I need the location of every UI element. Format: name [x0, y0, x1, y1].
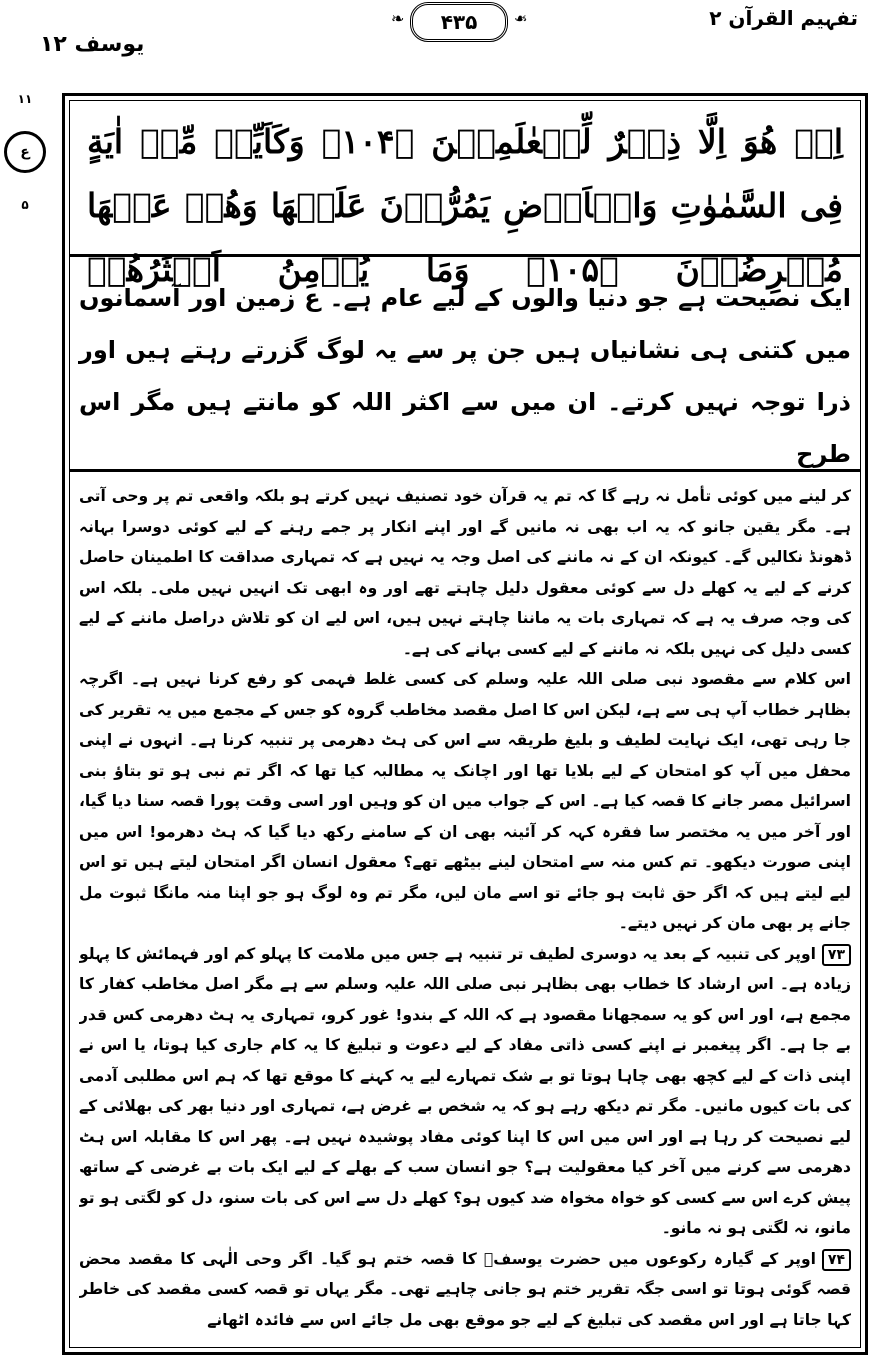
arabic-verse-text: اِنۡ هُوَ اِلَّا ذِكۡرٌ لِّلۡعٰلَمِيۡنَ ﴿۱۰۴﴾ وَكَاَيِّنۡ مِّنۡ اٰيَةٍ فِى السَّمٰوٰتِ وَالۡاَرۡضِ يَمُرُّوۡنَ عَلَيۡهَا وَهُمۡ عَنۡهَا مُعۡرِضُوۡنَ ﴿۱۰۵﴾ وَمَا يُؤۡمِنُ اَكۡثَرُهُمۡ	[87, 122, 843, 289]
surah-label: یوسف ۱۲	[40, 32, 145, 57]
commentary-note	[79, 939, 851, 1244]
commentary-note	[79, 481, 851, 664]
note-text: اس کلام سے مقصود نبی صلی اللہ علیہ وسلم کی کسی غلط فہمی کو رفع کرنا نہیں ہے۔ اگرچہ بظاہر خطاب آپ ہی سے ہے، لیکن اس کا اصل مقصد مخاطب گروہ کو جس کے مجمع میں یہ تقریر کی جا رہی تھی، ایک نہایت لطیف و بلیغ طریقہ سے اس کی ہٹ دھرمی پر تنبیہ کرنا ہے۔ انہوں نے اپنی محفل میں آپ کو امتحان کے لیے بلایا تھا اور اچانک یہ مطالبہ کیا تھا کہ اگر تم نبی ہو تو بتاؤ بنی اسرائیل مصر جانے کا قصہ کیا ہے۔ اس کے جواب میں ان کو وہیں اور اسی وقت پورا قصہ سنا دیا گیا، اور آخر میں یہ مختصر سا فقرہ کہہ کر آئینہ بھی ان کے سامنے رکھ دیا گیا کہ ہٹ دھرمو! اس میں اپنی صورت دیکھو۔ تم کس منہ سے امتحان لینے بیٹھے تھے؟ معقول انسان اگر امتحان لیتے ہیں تو اس لیے لیتے ہیں کہ اگر حق ثابت ہو جائے تو اسے مان لیں، مگر تم وہ لوگ ہو جو اپنا منہ مانگا ثبوت مل جانے پر بھی مان کر نہیں دیتے۔	[79, 670, 851, 932]
commentary-note	[79, 1244, 851, 1336]
note-number-badge: ۷۴	[822, 1249, 851, 1271]
urdu-translation: ایک نصیحت ہے جو دنیا والوں کے لیے عام ہے۔ ع زمین اور آسمانوں میں کتنی ہی نشانیاں ہیں جن پر سے یہ لوگ گزرتے رہتے ہیں اور ذرا توجہ نہیں کرتے۔ ان میں سے اکثر اللہ کو مانتے ہیں مگر اس طرح	[79, 284, 851, 468]
note-text: اوپر کی تنبیہ کے بعد یہ دوسری لطیف تر تنبیہ ہے جس میں ملامت کا پہلو کم اور فہمائش کا پہلو زیادہ ہے۔ اس ارشاد کا خطاب بھی بظاہر نبی صلی اللہ علیہ وسلم سے ہے مگر اصل مخاطب کفار کا مجمع ہے، اور اس کو یہ سمجھانا مقصود ہے کہ اللہ کے بندو! غور کرو، تمہاری یہ ہٹ دھرمی کس قدر بے جا ہے۔ اگر پیغمبر نے اپنے کسی ذاتی مفاد کے لیے دعوت و تبلیغ کا یہ کام جاری کیا ہوتا، یا اس نے اپنی ذات کے لیے کچھ بھی چاہا ہوتا تو بے شک تمہارے لیے یہ کہنے کا موقع تھا کہ ہم اس مطلبی آدمی کی بات کیوں مانیں۔ مگر تم دیکھ رہے ہو کہ یہ شخص بے غرض ہے، تمہاری اور دنیا بھر کی بھلائی کے لیے نصیحت کر رہا ہے اور اس میں اس کا اپنا کوئی مفاد پوشیدہ نہیں ہے۔ پھر اس کا مقابلہ اس ہٹ دھرمی سے کرنے میں آخر کیا معقولیت ہے؟ جو انسان سب کے بھلے کے لیے ایک بات بے غرضی کے ساتھ پیش کرے اس سے کسی کو خواہ مخواہ ضد کیوں ہو؟ کھلے دل سے اس کی بات سنو، دل کو لگتی ہو تو مانو، نہ لگتی ہو نہ مانو۔	[79, 944, 851, 1237]
ruku-marker	[3, 92, 47, 212]
page-header	[0, 0, 880, 95]
commentary-note	[79, 664, 851, 939]
notes-divider	[69, 469, 861, 472]
ruku-marker-top: ۱۱	[17, 92, 33, 106]
book-title: تفہیم القرآن ۲	[709, 6, 858, 30]
verse-divider	[69, 254, 861, 257]
note-text: اوپر کے گیارہ رکوعوں میں حضرت یوسفؑ کا قصہ ختم ہو گیا۔ اگر وحی الٰہی کا مقصد محض قصہ گوئی ہوتا تو اسی جگہ تقریر ختم ہو جانی چاہیے تھی۔ مگر یہاں تو قصہ کسی مقصد کی خاطر کہا جاتا ہے اور اس مقصد کی تبلیغ کے لیے جو موقع بھی مل جائے اس سے فائدہ اٹھانے	[79, 1249, 851, 1329]
ruku-marker-circle: ع	[4, 131, 46, 173]
page-number-badge: ❧ ۴۳۵ ❧	[410, 2, 508, 42]
page-frame	[62, 93, 868, 1355]
note-number-badge: ۷۳	[822, 944, 851, 966]
ruku-marker-bottom: ۵	[21, 198, 29, 212]
commentary-notes	[79, 481, 851, 1344]
note-text: کر لینے میں کوئی تأمل نہ رہے گا کہ تم یہ قرآن خود تصنیف نہیں کرتے ہو بلکہ واقعی تم پر وحی آتی ہے۔ مگر یقین جانو کہ یہ اب بھی نہ مانیں گے اور اپنے انکار پر جمے رہنے کے لیے کوئی دوسرا بہانہ ڈھونڈ نکالیں گے۔ کیونکہ ان کے نہ ماننے کی اصل وجہ یہ نہیں ہے کہ تمہاری صداقت کا اطمینان حاصل کرنے کے لیے یہ کھلے دل سے کوئی معقول دلیل چاہتے تھے اور وہ ابھی تک انہیں نہیں ملی۔ بلکہ اس کی وجہ صرف یہ ہے کہ تمہاری بات یہ ماننا چاہتے نہیں ہیں، اس لیے ان کو تلاش دراصل ماننے کے لیے کسی دلیل کی نہیں بلکہ نہ ماننے کے لیے کسی بہانے کی ہے۔	[79, 487, 851, 658]
